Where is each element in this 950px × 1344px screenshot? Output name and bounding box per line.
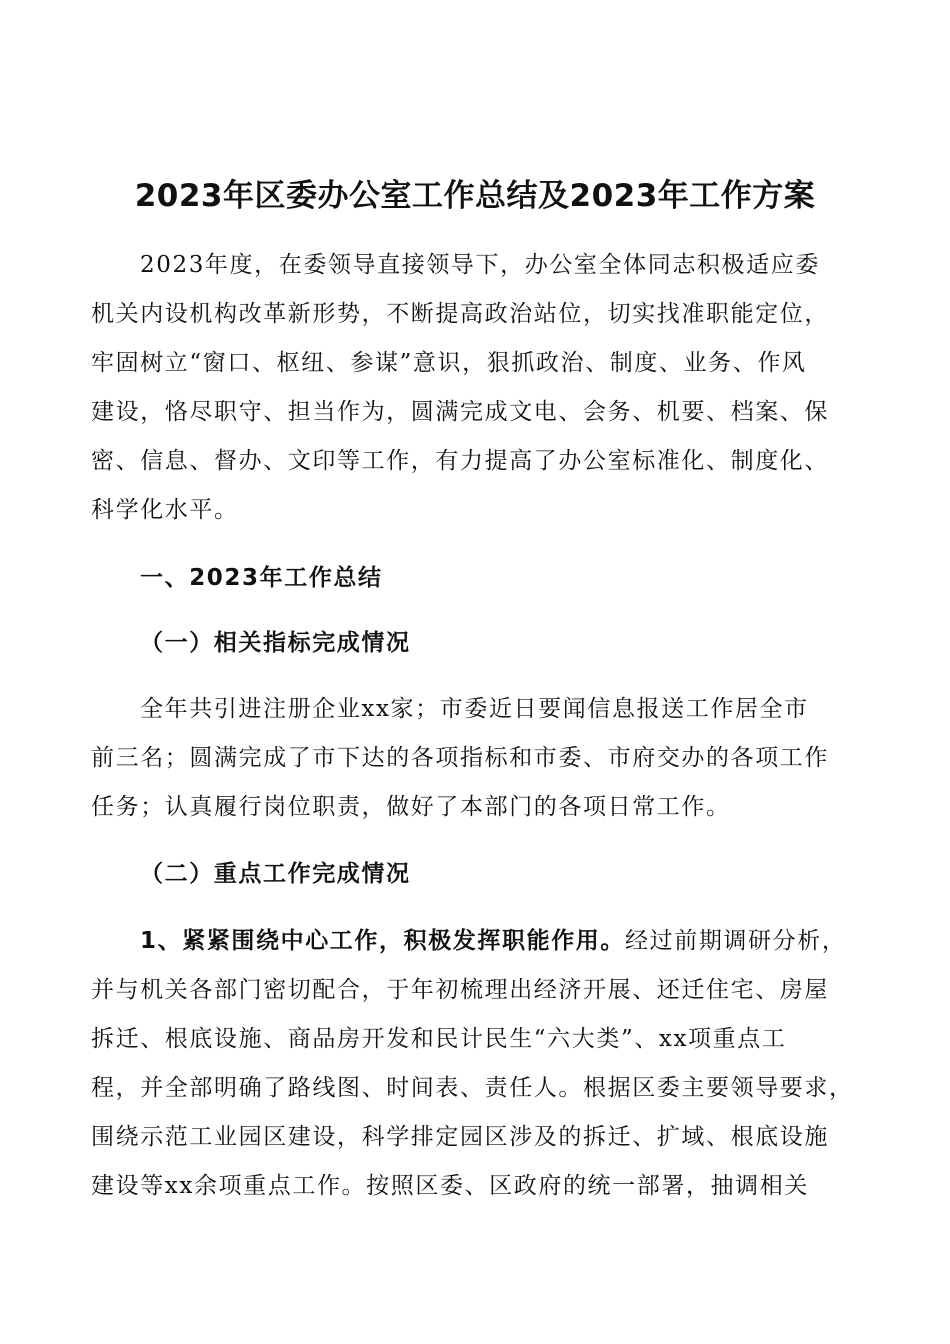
document-title: 2023年区委办公室工作总结及2023年工作方案 (134, 178, 816, 214)
intro-line-2: 机关内设机构改革新形势，不断提高政治站位，切实找准职能定位， (91, 301, 829, 327)
item1-lead-rest: 经过前期调研分析， (625, 928, 847, 954)
item1-line-2: 并与机关各部门密切配合，于年初梳理出经济开展、还迁住宅、房屋 (91, 977, 829, 1003)
item1-line-3: 拆迁、根底设施、商品房开发和民计民生“六大类”、xx项重点工 (91, 1026, 787, 1052)
item1-bold-lead: 1、紧紧围绕中心工作，积极发挥职能作用。 (140, 928, 626, 954)
intro-line-6: 科学化水平。 (91, 497, 239, 523)
intro-line-5: 密、信息、督办、文印等工作，有力提高了办公室标准化、制度化、 (91, 448, 829, 474)
sub1-line-2: 前三名；圆满完成了市下达的各项指标和市委、市府交办的各项工作 (91, 745, 829, 771)
item1-line-4: 程，并全部明确了路线图、时间表、责任人。根据区委主要领导要求， (91, 1075, 854, 1101)
intro-line-3: 牢固树立“窗口、枢纽、参谋”意识，狠抓政治、制度、业务、作风 (91, 350, 807, 376)
sub1-line-1: 全年共引进注册企业xx家；市委近日要闻信息报送工作居全市 (140, 696, 809, 722)
intro-line-4: 建设，恪尽职守、担当作为，圆满完成文电、会务、机要、档案、保 (91, 399, 829, 425)
section-heading-1: 一、2023年工作总结 (140, 565, 383, 591)
item1-line-5: 围绕示范工业园区建设，科学排定园区涉及的拆迁、扩域、根底设施 (91, 1124, 829, 1150)
item1-line-1 (140, 925, 920, 957)
sub1-line-3: 任务；认真履行岗位职责，做好了本部门的各项日常工作。 (91, 794, 731, 820)
subsection-heading-2: （二）重点工作完成情况 (140, 861, 411, 887)
subsection-heading-1: （一）相关指标完成情况 (140, 630, 411, 656)
item1-line-6: 建设等xx余项重点工作。按照区委、区政府的统一部署，抽调相关 (91, 1173, 809, 1199)
intro-line-1: 2023年度，在委领导直接领导下，办公室全体同志积极适应委 (140, 252, 820, 278)
